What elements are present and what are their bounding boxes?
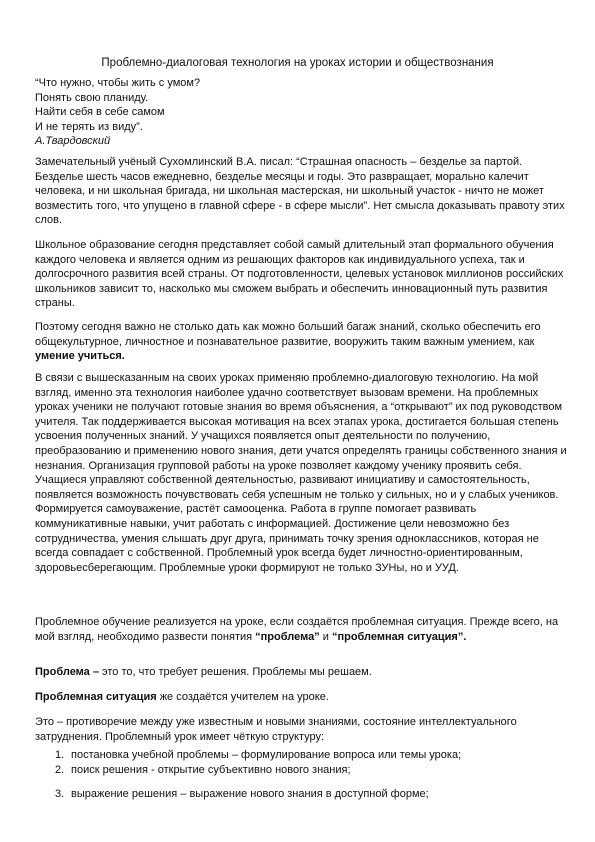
paragraph-problem-learning: [35, 615, 570, 644]
paragraph-problem-dialog-technology: В связи с вышесказанным на своих уроках применяю проблемно-диалоговую технологию. На мой взгляд, именно эта технология наиболее удачно соответствует вызовам времени. На проблемных уроках ученики не получают готовые знания во время объяснения, а “открывают” их под руководством учителя. Так поддерживается высокая мотивация на всех этапах урока, достигается большая степень усвоения полученных знаний. У учащихся появляется опыт деятельности по получению, преобразованию и применению нового знания, дети учатся определять границы собственного знания и незнания. Организация групповой работы на уроке позволяет каждому ученику проявить себя. Учащиеся управляют собственной деятельностью, развивают инициативу и самостоятельность, появляется возможность почувствовать себя успешным не только у сильных, но и у слабых учеников. Формируется самоуважение, растёт самооценка. Работа в группе помогает развивать коммуникативные навыки, учит работать с информацией. Достижение цели невозможно без сотрудничества, умения слышать друг друга, принимать точку зрения одноклассников, которая не всегда совпадает с собственной. Проблемный урок всегда будет личностно-ориентированным, здоровьесберегающим. Проблемные уроки формируют не только ЗУНы, но и УУД.: [35, 372, 567, 574]
epigraph-line: Найти себя в себе самом: [35, 106, 165, 119]
list-item: [55, 748, 565, 763]
epigraph-author: А.Твардовский: [35, 135, 111, 148]
list-item: [55, 787, 565, 802]
list-number: 2.: [55, 764, 65, 776]
paragraph-text: Проблемное обучение реализуется на уроке, если создаётся проблемная ситуация. Прежде всего, на мой взгляд, необходимо развести понятия: [35, 616, 559, 643]
list-number: 1.: [55, 749, 65, 761]
paragraph-text: же создаётся учителем на уроке.: [156, 691, 329, 703]
list-text: поиск решения - открытие субъективно нового знания;: [71, 764, 351, 776]
paragraph-contradiction: Это – противоречие между уже известным и новыми знаниями, состояние интеллектуального затруднения. Проблемный урок имеет чёткую структуру:: [35, 716, 517, 743]
epigraph-line: “Что нужно, чтобы жить с умом?: [35, 77, 201, 89]
paragraph-learning-skill: [35, 320, 570, 364]
emphasis-text: умение учиться.: [35, 350, 125, 363]
document-title: Проблемно-диалоговая технология на уроках истории и обществознания: [101, 57, 494, 69]
emphasis-text: “проблемная ситуация”.: [331, 630, 467, 643]
paragraph-school-education: Школьное образование сегодня представляет собой самый длительный этап формального обучения каждого человека и является одним из решающих факторов как индивидуального успеха, так и долгосрочного развития всей страны. От подготовленности, целевых установок миллионов российских школьников зависит то, насколько мы сможем выбрать и обеспечить инновационный путь развития страны.: [35, 239, 564, 310]
term-text: Проблемная ситуация: [35, 691, 157, 703]
paragraph-problem-situation: [35, 690, 570, 705]
list-text: выражение решения – выражение нового знания в доступной форме;: [71, 788, 429, 800]
list-item: [55, 763, 565, 778]
list-text: постановка учебной проблемы – формулирование вопроса или темы урока;: [71, 749, 462, 761]
epigraph-line: Понять свою планиду.: [35, 91, 149, 104]
list-number: 3.: [55, 788, 65, 800]
emphasis-text: “проблема”: [255, 630, 320, 643]
paragraph-problem-definition: [35, 665, 570, 680]
paragraph-text: и: [319, 630, 332, 643]
paragraph-text: это то, что требует решения. Проблемы мы решаем.: [98, 666, 372, 678]
term-text: Проблема –: [35, 666, 99, 678]
epigraph: [35, 76, 570, 149]
epigraph-line: И не терять из виду”.: [35, 120, 143, 133]
paragraph-text: Поэтому сегодня важно не столько дать как можно больший багаж знаний, сколько обеспечить его общекультурное, личностное и познавательное развитие, вооружить таким важным умением, как: [35, 321, 541, 348]
paragraph-sukhomlinsky-quote: Замечательный учёный Сухомлинский В.А. писал: “Страшная опасность – безделье за партой. Безделье шесть часов ежедневно, безделье месяцы и годы. Это развращает, морально калечит человека, и ни школьная бригада, ни школьная мастерская, ни школьный участок - ничто не может возместить того, что упущено в главной сфере - в сфере мысли”. Нет смысла доказывать правоту этих слов.: [35, 156, 565, 227]
